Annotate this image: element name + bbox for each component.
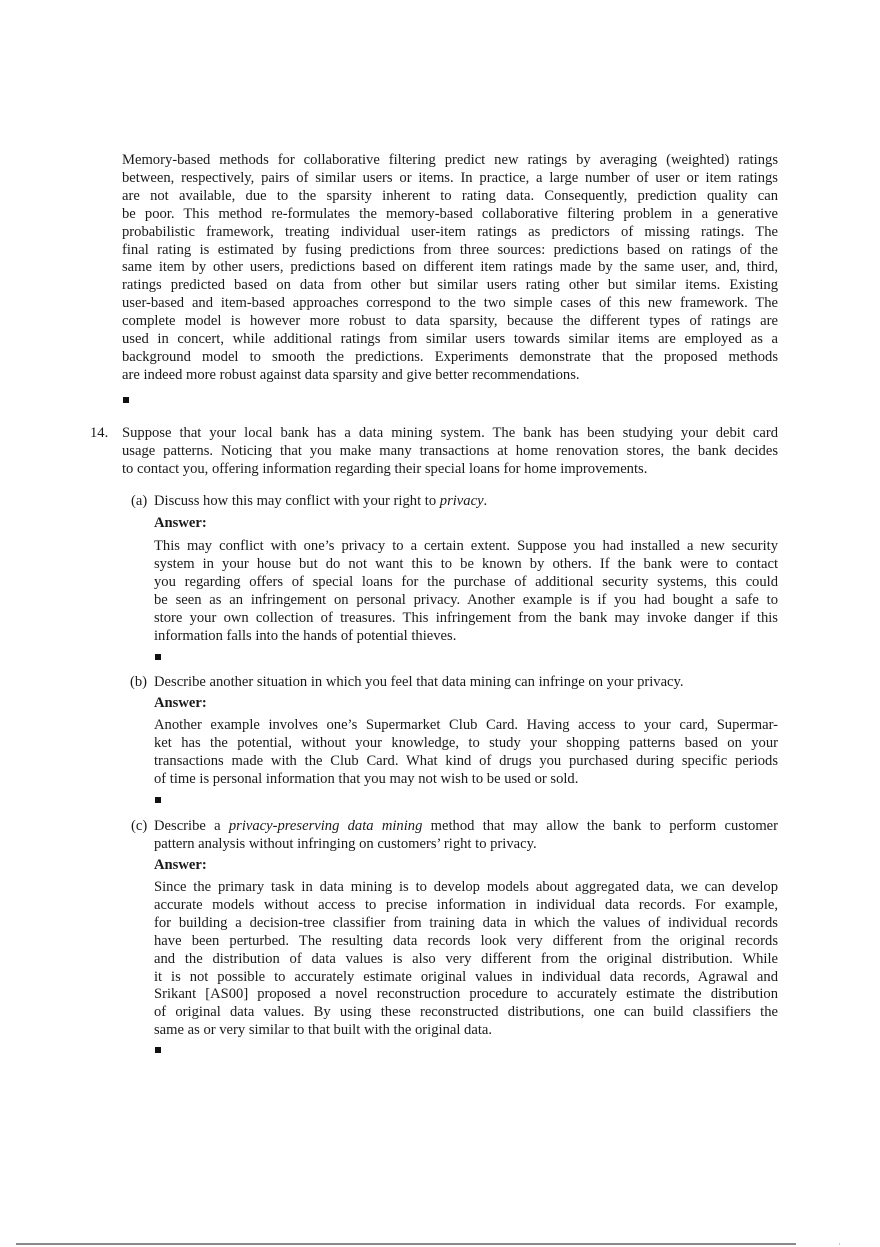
- text-line: Another example involves one’s Supermarket Club Card. Having access to your card, Supermar-: [154, 717, 778, 733]
- question-14-text: [122, 425, 778, 479]
- page-edge-mark: [839, 1243, 840, 1245]
- text-line: store your own collection of treasures. This infringement from the bank may invoke danger if this: [154, 609, 778, 626]
- text-line: used in concert, while additional ratings from similar users towards similar items are employed as a: [122, 331, 778, 348]
- text-line: probabilistic framework, treating individual user-item ratings as predictors of missing ratings. The: [122, 223, 778, 240]
- text-line: background model to smooth the predictions. Experiments demonstrate that the proposed methods: [122, 348, 778, 365]
- part-b-question: [154, 674, 778, 692]
- text-line: have been perturbed. The resulting data records look very different from the original records: [154, 932, 778, 949]
- part-label-b: (b): [130, 674, 148, 690]
- answer-label: Answer:: [154, 857, 207, 873]
- text-line: Suppose that your local bank has a data mining system. The bank has been studying your debit card: [122, 425, 778, 441]
- text-line: same as or very similar to that built with the original data.: [154, 1022, 493, 1039]
- text-line: between, respectively, pairs of similar users or items. In practice, a large number of user or item ratings: [122, 169, 778, 186]
- text-line: Describe another situation in which you feel that data mining can infringe on your privacy.: [154, 674, 684, 690]
- text-line: and the distribution of data values is also very different from the original distribution. While: [154, 950, 778, 967]
- part-label-a: (a): [131, 493, 148, 509]
- text-line: system in your house but do not want this to be known by others. If the bank were to contact: [154, 555, 778, 572]
- text-line: pattern analysis without infringing on customers’ right to privacy.: [154, 835, 537, 852]
- text-line: be poor. This method re-formulates the memory-based collaborative filtering problem in a generative: [122, 205, 778, 222]
- text-line: you regarding offers of special loans for the purchase of additional security systems, this could: [154, 573, 778, 590]
- text-line: Srikant [AS00] proposed a novel reconstruction procedure to accurately estimate the distribution: [154, 986, 778, 1003]
- text-line: it is not possible to accurately estimate original values in individual data records, Agrawal and: [154, 968, 778, 985]
- text-line: usage patterns. Noticing that you make many transactions at home renovation stores, the bank decides: [122, 442, 778, 459]
- text-line: Since the primary task in data mining is to develop models about aggregated data, we can develop: [154, 879, 778, 895]
- text-line: of time is personal information that you may not wish to be used or sold.: [154, 770, 579, 787]
- text-line: Discuss how this may conflict with your right to privacy.: [154, 493, 488, 509]
- part-c-question: [154, 818, 778, 854]
- part-c-answer: [154, 879, 778, 1040]
- qed-square-icon: [155, 797, 161, 803]
- text-line: are not available, due to the sparsity inherent to rating data. Consequently, prediction quality can: [122, 187, 778, 204]
- text-line: user-based and item-based approaches correspond to the two simple cases of this new framework. The: [122, 295, 778, 312]
- text-line: are indeed more robust against data sparsity and give better recommendations.: [122, 366, 580, 383]
- page-bottom-rule: [16, 1243, 796, 1245]
- text-line: information falls into the hands of potential thieves.: [154, 627, 457, 644]
- text-line: ket has the potential, without your knowledge, to study your shopping patterns based on your: [154, 734, 778, 751]
- text-line: be seen as an infringement on personal privacy. Another example is if you had bought a safe to: [154, 591, 778, 608]
- part-a-question: [154, 493, 778, 511]
- text-line: to contact you, offering information regarding their special loans for home improvements.: [122, 460, 648, 477]
- part-b-answer: [154, 717, 778, 789]
- text-line: accurate models without access to precise information in individual data records. For example,: [154, 896, 778, 913]
- text-line: This may conflict with one’s privacy to a certain extent. Suppose you had installed a new security: [154, 538, 778, 554]
- part-a-answer: [154, 538, 778, 645]
- text-line: transactions made with the Club Card. What kind of drugs you purchased during specific periods: [154, 752, 778, 769]
- intro-paragraph: [122, 152, 778, 385]
- answer-label: Answer:: [154, 515, 207, 531]
- text-line: complete model is however more robust to data sparsity, because the different types of ratings are: [122, 313, 778, 330]
- qed-square-icon: [155, 654, 161, 660]
- text-line: of original data values. By using these reconstructed distributions, one can build classifiers the: [154, 1004, 778, 1021]
- text-line: for building a decision-tree classifier from training data in which the values of individual records: [154, 914, 778, 931]
- qed-square-icon: [123, 397, 129, 403]
- question-number: 14.: [90, 425, 109, 441]
- part-label-c: (c): [131, 818, 148, 834]
- text-line: ratings predicted based on data from other but similar users rating other but similar items. Existing: [122, 277, 778, 294]
- text-line: Memory-based methods for collaborative filtering predict new ratings by averaging (weighted) ratings: [122, 152, 778, 168]
- text-line: final rating is estimated by fusing predictions from three sources: predictions based on ratings of the: [122, 241, 778, 258]
- answer-label: Answer:: [154, 695, 207, 711]
- qed-square-icon: [155, 1047, 161, 1053]
- text-line: same item by other users, predictions based on different item ratings made by the same user, and, third,: [122, 259, 778, 276]
- text-line: Describe a privacy-preserving data mining method that may allow the bank to perform customer: [154, 818, 779, 834]
